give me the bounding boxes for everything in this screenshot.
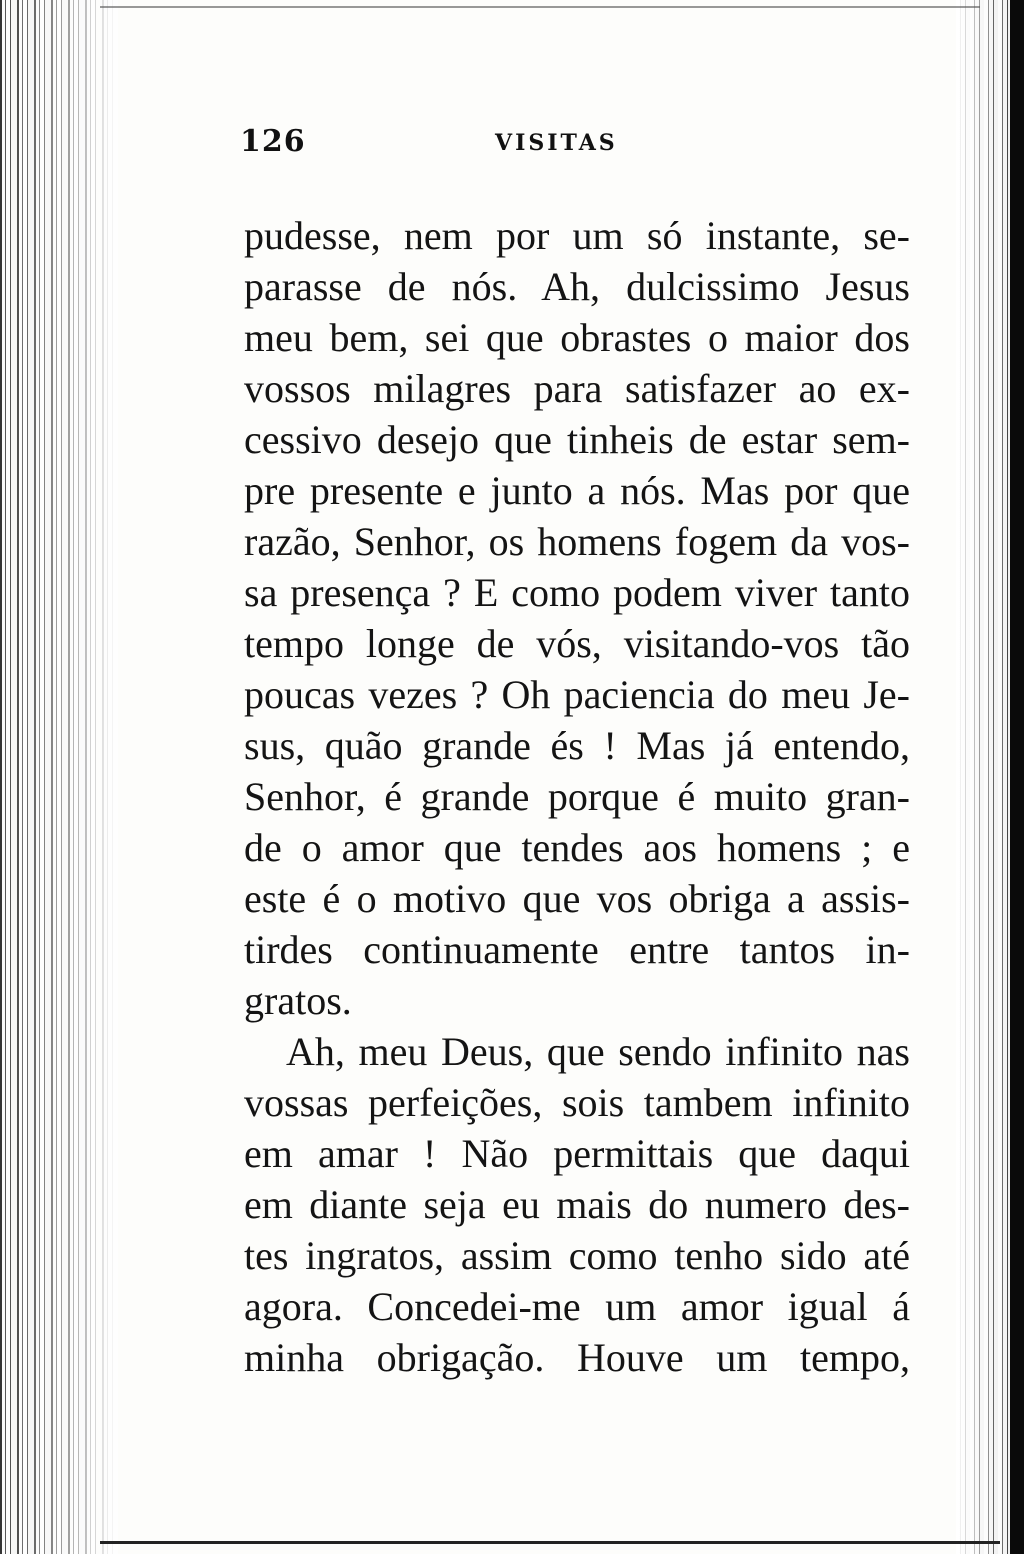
page-bottom-border xyxy=(100,1541,1000,1544)
text-line: em diante seja eu mais do numero des- xyxy=(244,1182,910,1227)
text-line: tirdes continuamente entre tantos in- xyxy=(244,927,910,972)
paragraph-1 xyxy=(244,210,910,1026)
text-line: vossos milagres para satisfazer ao ex- xyxy=(244,366,910,411)
text-line: meu bem, sei que obrastes o maior dos xyxy=(244,315,910,360)
page-number: 126 xyxy=(240,124,306,159)
text-line: tempo longe de vós, visitando-vos tão xyxy=(244,621,910,666)
text-line: este é o motivo que vos obriga a assis- xyxy=(244,876,910,921)
text-line: de o amor que tendes aos homens ; e xyxy=(244,825,910,870)
page-left-edge xyxy=(0,0,118,1554)
text-line: tes ingratos, assim como tenho sido até xyxy=(244,1233,910,1278)
text-line: razão, Senhor, os homens fogem da vos- xyxy=(244,519,910,564)
page-header xyxy=(240,124,910,164)
body-text xyxy=(244,210,910,1383)
text-line: pre presente e junto a nós. Mas por que xyxy=(244,468,910,513)
text-line: em amar ! Não permittais que daqui xyxy=(244,1131,910,1176)
text-line: minha obrigação. Houve um tempo, xyxy=(244,1335,910,1380)
text-line: cessivo desejo que tinheis de estar sem- xyxy=(244,417,910,462)
text-line: sa presença ? E como podem viver tanto xyxy=(244,570,910,615)
paragraph-2 xyxy=(244,1026,910,1383)
text-line: vossas perfeições, sois tambem infinito xyxy=(244,1080,910,1125)
page-top-border xyxy=(100,6,980,8)
text-line: poucas vezes ? Oh paciencia do meu Je- xyxy=(244,672,910,717)
running-head: VISITAS xyxy=(495,130,618,156)
text-line: Ah, meu Deus, que sendo infinito nas xyxy=(286,1029,910,1074)
text-line: gratos. xyxy=(244,978,352,1023)
book-spine xyxy=(1010,0,1024,1554)
text-line: agora. Concedei-me um amor igual á xyxy=(244,1284,910,1329)
text-line: pudesse, nem por um só instante, se- xyxy=(244,213,910,258)
text-line: parasse de nós. Ah, dulcissimo Jesus xyxy=(244,264,910,309)
text-line: sus, quão grande és ! Mas já entendo, xyxy=(244,723,910,768)
text-line: Senhor, é grande porque é muito gran- xyxy=(244,774,910,819)
